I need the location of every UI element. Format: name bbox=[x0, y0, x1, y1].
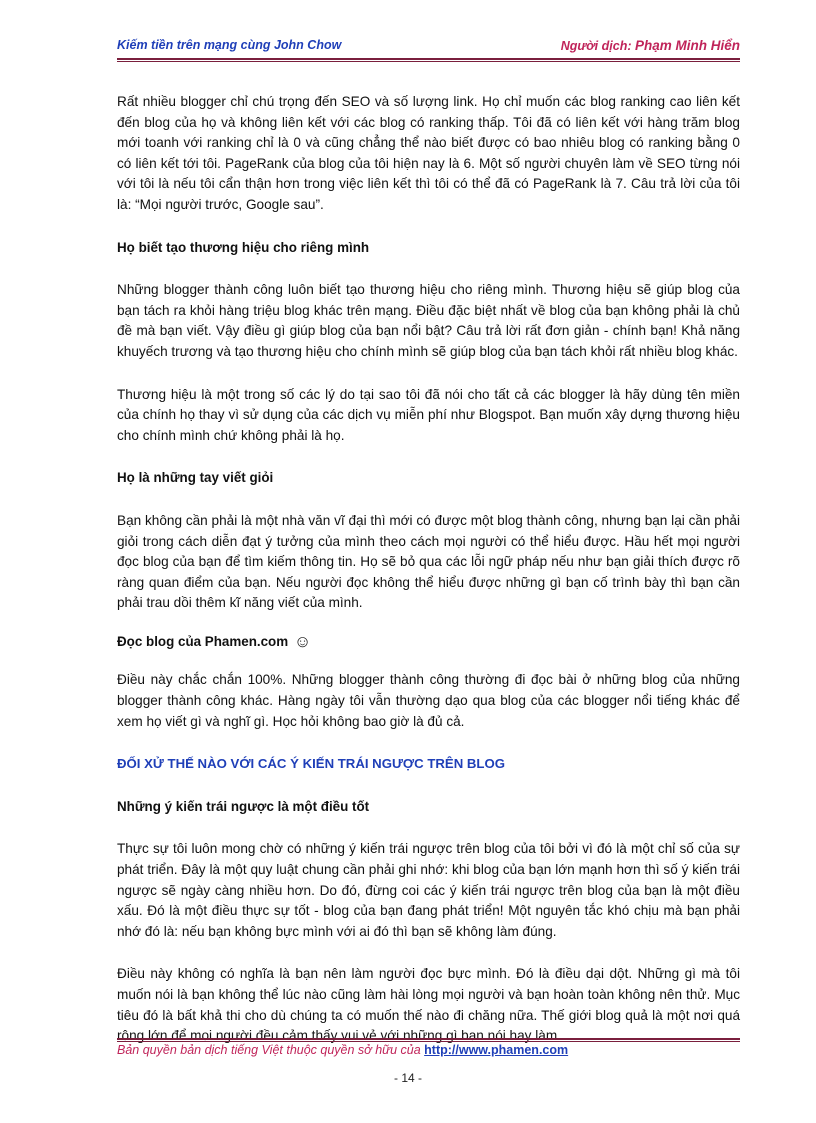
paragraph: Điều này không có nghĩa là bạn nên làm người đọc bực mình. Đó là điều dại dột. Những gì mà tôi muốn nói là bạn không thể lúc nào cũng làm hài lòng mọi người và bạn hoàn toàn không nên thử. Mục tiêu đó là bất khả thi cho dù chúng ta có muốn thế nào đi chăng nữa. Thế giới blog quả là một nơi quá rộng lớn để mọi người đều cảm thấy vui vẻ với những gì bạn nói hay làm. bbox=[117, 966, 740, 1044]
translator-name: Phạm Minh Hiển bbox=[634, 38, 740, 53]
subheading: Họ là những tay viết giỏi bbox=[117, 470, 274, 486]
page-header bbox=[117, 38, 740, 56]
smiley-icon: ☺ bbox=[293, 631, 312, 651]
paragraph: Thực sự tôi luôn mong chờ có những ý kiến trái ngược trên blog của tôi bởi vì đó là một chỉ số của sự phát triển. Đây là một quy luật chung cần phải ghi nhớ: khi blog của bạn lớn mạnh hơn thì số ý kiến trái ngược sẽ ngày càng nhiều hơn. Do đó, đừng coi các ý kiến trái ngược trên blog của bạn là một điều xấu. Đó là một điều thực sự tốt - blog của bạn đang phát triển! Một nguyên tắc khó chịu mà bạn phải nhớ đó là: nếu bạn không bực mình với ai đó thì bạn sẽ không làm đúng. bbox=[117, 841, 740, 939]
book-title: Kiếm tiền trên mạng cùng John Chow bbox=[117, 38, 342, 52]
section-title: ĐỐI XỬ THẾ NÀO VỚI CÁC Ý KIẾN TRÁI NGƯỢC TRÊN BLOG bbox=[117, 756, 506, 772]
paragraph: Rất nhiều blogger chỉ chú trọng đến SEO và số lượng link. Họ chỉ muốn các blog ranking cao liên kết đến blog của họ và không liên kết với các blog có ranking thấp. Tôi đã có liên kết với hàng trăm blog mới toanh với ranking chỉ là 0 và cũng chẳng thể nào biết được có bao nhiêu blog có ranking bằng 0 có liên kết tới tôi. PageRank của blog của tôi hiện nay là 6. Một số người chuyên làm về SEO từng nói với tôi là nếu tôi cẩn thận hơn trong việc liên kết thì tôi có thể đã có PageRank là 7. Câu trả lời của tôi là: “Mọi người trước, Google sau”. bbox=[117, 94, 740, 212]
page-number: - 14 - bbox=[393, 1071, 422, 1085]
paragraph: Thương hiệu là một trong số các lý do tại sao tôi đã nói cho tất cả các blogger là hãy dùng tên miền của chính họ thay vì sử dụng của các dịch vụ miễn phí như Blogspot. Bạn muốn xây dựng thương hiệu cho chính mình chứ không phải là họ. bbox=[117, 386, 740, 443]
footer-rule bbox=[117, 1038, 740, 1042]
subheading: Họ biết tạo thương hiệu cho riêng mình bbox=[117, 239, 370, 255]
subheading bbox=[117, 632, 740, 653]
copyright-text: Bản quyền bản dịch tiếng Việt thuộc quyền sở hữu của bbox=[117, 1043, 421, 1057]
copyright-footer bbox=[117, 1043, 568, 1057]
website-link[interactable]: http://www.phamen.com bbox=[424, 1043, 569, 1057]
page-body bbox=[117, 92, 740, 1047]
paragraph: Điều này chắc chắn 100%. Những blogger thành công thường đi đọc bài ở những blog của những blogger thành công khác. Hàng ngày tôi vẫn thường dạo qua blog của các blogger nổi tiếng khác để xem họ viết gì và nghĩ gì. Học hỏi không bao giờ là đủ cả. bbox=[117, 672, 740, 729]
subheading-text: Đọc blog của Phamen.com bbox=[117, 633, 289, 649]
header-rule bbox=[117, 58, 740, 62]
subheading: Những ý kiến trái ngược là một điều tốt bbox=[117, 798, 370, 814]
translator-credit bbox=[561, 38, 740, 53]
paragraph: Những blogger thành công luôn biết tạo thương hiệu cho riêng mình. Thương hiệu sẽ giúp blog của bạn tách ra khỏi hàng triệu blog khác trên mạng. Điều đặc biệt nhất về blog của bạn không phải là chủ đề mà bạn viết. Vậy điều gì giúp blog của bạn nổi bật? Câu trả lời rất đơn giản - chính bạn! Khả năng khuyếch trương và tạo thương hiệu cho chính mình sẽ giúp blog của bạn tách khỏi rất nhiều blog khác. bbox=[117, 282, 740, 359]
paragraph: Bạn không cần phải là một nhà văn vĩ đại thì mới có được một blog thành công, nhưng bạn lại cần phải giỏi trong cách diễn đạt ý tưởng của mình theo cách mọi người có thể hiểu được. Hầu hết mọi người đọc blog của bạn để tìm kiếm thông tin. Họ sẽ bỏ qua các lỗi ngữ pháp nếu như bạn giải thích được rõ ràng quan điểm của bạn. Nếu người đọc không thể hiểu được những gì bạn cố trình bày thì bạn cần phải trau dồi thêm kĩ năng viết của mình. bbox=[117, 512, 740, 611]
translator-label: Người dịch: bbox=[560, 39, 632, 53]
